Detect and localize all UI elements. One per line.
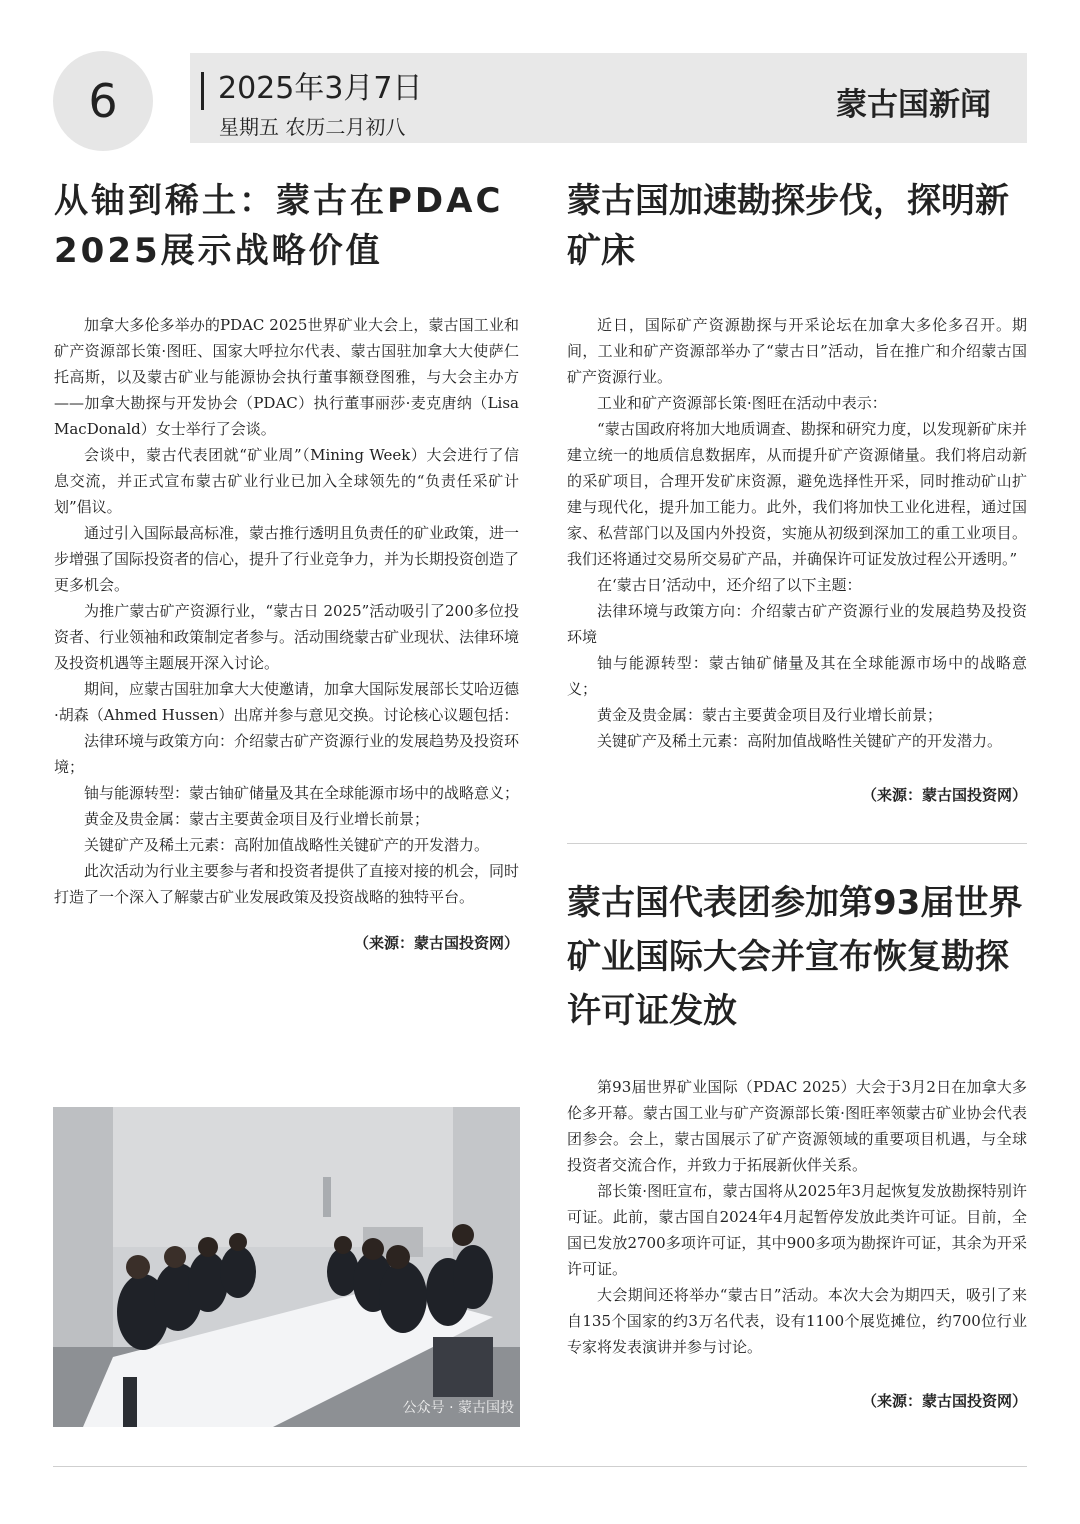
- article-paragraph: 黄金及贵金属：蒙古主要黄金项目及行业增长前景；: [597, 706, 943, 724]
- article-paragraph: 加拿大多伦多举办的PDAC 2025世界矿业大会上，蒙古国工业和矿产资源部长策·图旺、国家大呼拉尔代表、蒙古国驻加拿大大使萨仁托高斯，以及蒙古矿业与能源协会执行董事额登图雅，与大会主办方——加拿大勘探与开发协会（PDAC）执行董事丽莎·麦克唐纳（Lisa MacDonald）女士举行了会谈。: [54, 316, 519, 438]
- right-column: [567, 176, 1027, 1411]
- article-paragraph: 近日，国际矿产资源勘探与开采论坛在加拿大多伦多召开。期间，工业和矿产资源部举办了“蒙古日”活动，旨在推广和介绍蒙古国矿产资源行业。: [567, 316, 1027, 386]
- article-headline: 蒙古国代表团参加第93届世界矿业国际大会并宣布恢复勘探许可证发放: [567, 883, 1023, 1031]
- article-paragraph: 关键矿产及稀土元素：高附加值战略性关键矿产的开发潜力。: [84, 836, 490, 854]
- weekday-lunar-date: 星期五 农历二月初八: [219, 115, 406, 139]
- left-article: [54, 176, 519, 953]
- article-divider: [567, 843, 1027, 844]
- article-source: （来源：蒙古国投资网）: [861, 1392, 1027, 1410]
- article-paragraph: 法律环境与政策方向：介绍蒙古矿产资源行业的发展趋势及投资环境: [567, 602, 1027, 646]
- article-paragraph: 第93届世界矿业国际（PDAC 2025）大会于3月2日在加拿大多伦多开幕。蒙古国工业与矿产资源部长策·图旺率领蒙古矿业协会代表团参会。会上，蒙古国展示了矿产资源领域的重要项目机遇，与全球投资者交流合作，并致力于拓展新伙伴关系。: [567, 1078, 1027, 1174]
- page-number: 6: [53, 51, 153, 151]
- article-paragraph: 部长策·图旺宣布，蒙古国将从2025年3月起恢复发放勘探特别许可证。此前，蒙古国自2024年4月起暂停发放此类许可证。目前，全国已发放2700多项许可证，其中900多项为勘探许可证，其余为开采许可证。: [567, 1182, 1027, 1278]
- article-body: [567, 312, 1027, 754]
- article-paragraph: 法律环境与政策方向：介绍蒙古矿产资源行业的发展趋势及投资环境；: [54, 732, 520, 776]
- photo-watermark: 公众号 · 蒙古国投: [402, 1400, 514, 1416]
- issue-date: 2025年3月7日: [218, 71, 423, 106]
- article-paragraph: 黄金及贵金属：蒙古主要黄金项目及行业增长前景；: [84, 810, 430, 828]
- article-source: （来源：蒙古国投资网）: [353, 934, 519, 952]
- article-headline: 蒙古国加速勘探步伐，探明新矿床: [567, 181, 1009, 271]
- article-source: （来源：蒙古国投资网）: [861, 786, 1027, 804]
- footer-rule: [53, 1466, 1027, 1467]
- article-paragraph: 工业和矿产资源部长策·图旺在活动中表示：: [597, 394, 887, 412]
- article-paragraph: 大会期间还将举办“蒙古日”活动。本次大会为期四天，吸引了来自135个国家的约3万名代表，设有1100个展览摊位，约700位行业专家将发表演讲并参与讨论。: [567, 1286, 1027, 1356]
- header-divider: [201, 72, 204, 110]
- article-paragraph: 关键矿产及稀土元素：高附加值战略性关键矿产的开发潜力。: [597, 732, 1003, 750]
- article-body: [54, 312, 519, 910]
- right-article-bottom: [567, 876, 1027, 1411]
- article-paragraph: 为推广蒙古矿产资源行业，“蒙古日 2025”活动吸引了200多位投资者、行业领袖和政策制定者参与。活动围绕蒙古矿业现状、法律环境及投资机遇等主题展开深入讨论。: [54, 602, 520, 672]
- article-paragraph: 在‘蒙古日’活动中，还介绍了以下主题：: [597, 576, 862, 594]
- article-body: [567, 1074, 1027, 1360]
- article-paragraph: 会谈中，蒙古代表团就“矿业周”（Mining Week）大会进行了信息交流，并正式宣布蒙古矿业行业已加入全球领先的“负责任采矿计划”倡议。: [54, 446, 519, 516]
- article-headline: 从铀到稀土：蒙古在PDAC 2025展示战略价值: [54, 181, 504, 271]
- page-header: [190, 53, 1027, 143]
- section-title: 蒙古国新闻: [836, 87, 991, 123]
- meeting-photo: [53, 1107, 520, 1427]
- article-paragraph: 通过引入国际最高标准，蒙古推行透明且负责任的矿业政策，进一步增强了国际投资者的信心，提升了行业竞争力，并为长期投资创造了更多机会。: [54, 524, 520, 594]
- right-article-top: [567, 176, 1027, 805]
- article-paragraph: 铀与能源转型：蒙古铀矿储量及其在全球能源市场中的战略意义；: [567, 654, 1027, 698]
- article-paragraph: “蒙古国政府将加大地质调查、勘探和研究力度，以发现新矿床并建立统一的地质信息数据库，从而提升矿产资源储量。我们将启动新的采矿项目，合理开发矿床资源，避免选择性开采，同时推动矿山扩建与现代化，提升加工能力。此外，我们将加快工业化进程，通过国家、私营部门以及国内外投资，实施从初级到深加工的重工业项目。我们还将通过交易所交易矿产品，并确保许可证发放过程公开透明。”: [567, 420, 1027, 568]
- article-paragraph: 期间，应蒙古国驻加拿大大使邀请，加拿大国际发展部长艾哈迈德·胡森（Ahmed Hussen）出席并参与意见交换。讨论核心议题包括：: [54, 680, 520, 724]
- article-paragraph: 此次活动为行业主要参与者和投资者提供了直接对接的机会，同时打造了一个深入了解蒙古矿业发展政策及投资战略的独特平台。: [54, 862, 520, 906]
- article-paragraph: 铀与能源转型：蒙古铀矿储量及其在全球能源市场中的战略意义；: [84, 784, 520, 802]
